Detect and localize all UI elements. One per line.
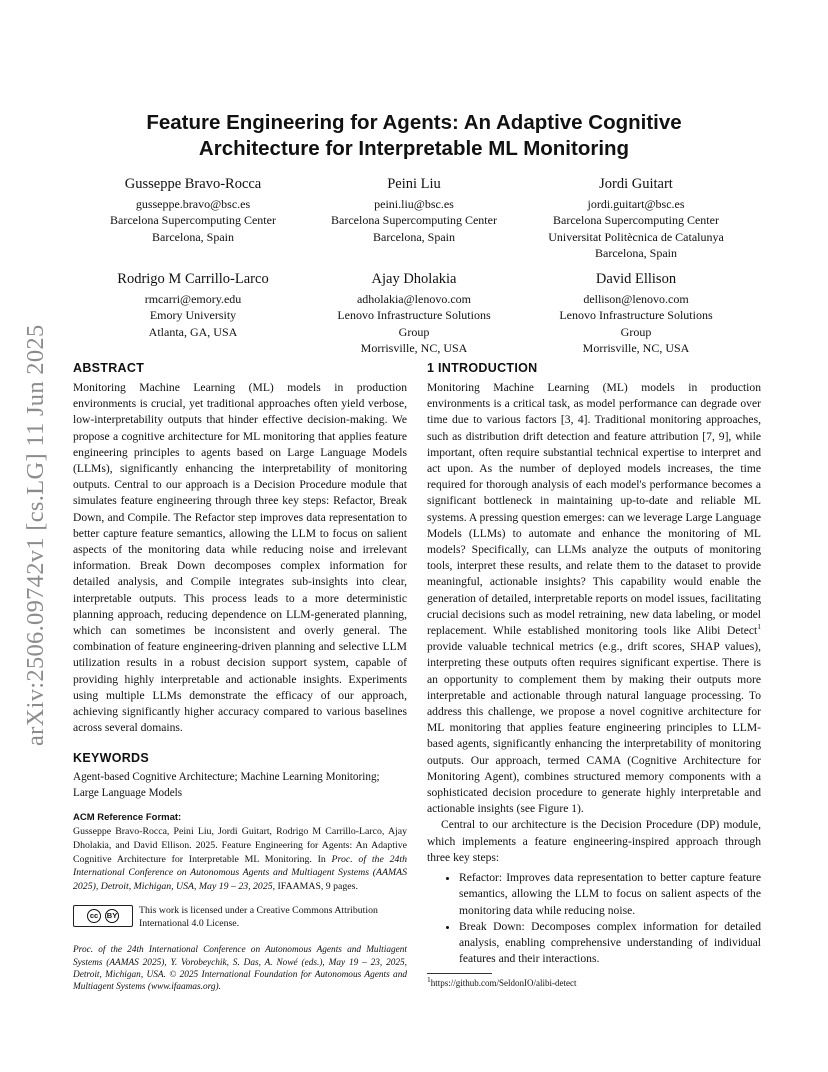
left-column xyxy=(73,360,407,994)
author-location: Barcelona, Spain xyxy=(152,229,234,244)
author-affiliation-2: Universitat Politècnica de Catalunya xyxy=(548,229,724,244)
author-affiliation: Barcelona Supercomputing Center xyxy=(553,213,719,228)
author-block xyxy=(526,175,746,261)
license-text: This work is licensed under a Creative Commons Attribution International 4.0 License. xyxy=(139,905,378,929)
proceedings-note xyxy=(73,944,407,993)
acm-reference-end: , IFAAMAS, 9 pages. xyxy=(272,880,358,892)
abstract-heading: ABSTRACT xyxy=(73,361,145,375)
author-affiliation-2: Group xyxy=(620,324,652,339)
author-email: rmcarri@emory.edu xyxy=(144,292,242,306)
author-email: dellison@lenovo.com xyxy=(583,292,689,306)
footnote-marker[interactable]: 1 xyxy=(757,622,761,632)
author-affiliation: Emory University xyxy=(149,308,237,323)
abstract-text: Monitoring Machine Learning (ML) models in production environments is crucial, yet traditional approaches often yield verbose, low-interpretability outputs that hinder effective decision-making. We propose a cognitive architecture for ML monitoring that applies feature engineering principles to agents based on Large Language Models (LLMs), significantly enhancing the interpretability of monitoring outputs. Central to our approach is a Decision Procedure module that simulates feature engineering through three key steps: Refactor, Break Down, and Compile. The Refactor step improves data representation to better capture feature semantics, allowing the LLM to focus on salient aspects of the monitoring data while reducing noise and irrelevant information. Break Down decomposes complex information for detailed analysis, and Compile integrates sub-insights into clear, interpretable outputs. This process leads to a more deterministic planning approach, reducing dependence on LLM-generated planning, which can sometimes be inconsistent and overly general. The combination of feature engineering-driven planning and selective LLM utilization results in a robust decision support system, capable of providing highly interpretable and actionable insights. Experiments using multiple LLMs demonstrate the efficacy of our approach, achieving significantly higher accuracy compared to various baselines across several domains. xyxy=(73,381,407,735)
right-column xyxy=(427,360,761,989)
proceedings-text: Proc. of the 24th International Conference on Autonomous Agents and Multiagent Systems (AAMAS 2025), Y. Vorobeychik, S. Das, A. Nowé (eds.), May 19 – 23, 2025, Detroit, Michigan, USA. © 2025 International Foundation for Autonomous Agents and Multiagent Systems (www.ifaamas.org). xyxy=(73,945,407,993)
acm-reference-heading: ACM Reference Format: xyxy=(73,812,182,824)
dp-steps-list xyxy=(427,870,761,967)
author-email: gusseppe.bravo@bsc.es xyxy=(135,197,251,211)
author-name: Ajay Dholakia xyxy=(371,271,457,287)
cc-by-license-icon[interactable] xyxy=(73,905,133,927)
introduction-paragraph-1 xyxy=(427,380,761,817)
intro-p1-part2: provide valuable technical metrics (e.g., drift scores, SHAP values), interpreting these outputs often requires significant expertise. There is an opportunity to complement them by making their outputs more interpretable and actionable through natural language processing. To address this challenge, we propose a novel cognitive architecture for ML monitoring that applies feature engineering principles to LLM-based agents, significantly enhancing the interpretability of monitoring outputs. Our approach, termed CAMA (Cognitive Architecture for Monitoring Agent), combines structured memory components with a sophisticated decision procedure to generate highly interpretable and actionable insights (see Figure 1). xyxy=(427,640,761,816)
acm-reference-text xyxy=(73,825,407,893)
by-icon: BY xyxy=(105,909,119,923)
author-name: Rodrigo M Carrillo-Larco xyxy=(117,271,269,287)
author-location: Barcelona, Spain xyxy=(373,229,455,244)
cc-icon: cc xyxy=(87,909,101,923)
arxiv-identifier: arXiv:2506.09742v1 [cs.LG] 11 Jun 2025 xyxy=(22,324,49,746)
license-row xyxy=(73,905,407,930)
author-block xyxy=(83,270,303,340)
author-block xyxy=(83,175,303,245)
author-location: Morrisville, NC, USA xyxy=(360,340,468,355)
author-email: peini.liu@bsc.es xyxy=(374,197,454,211)
author-block xyxy=(526,270,746,356)
paper-title xyxy=(96,110,732,162)
author-name: Gusseppe Bravo-Rocca xyxy=(124,176,262,192)
author-name: Jordi Guitart xyxy=(599,176,673,192)
footnote-link[interactable]: https://github.com/SeldonIO/alibi-detect xyxy=(430,978,577,989)
author-location: Morrisville, NC, USA xyxy=(582,340,690,355)
acm-reference-venue: Proc. of the 24th International Conference on Autonomous Agents and Multiagent Systems (AAMAS 2025), Detroit, Michigan, USA, May 19 – 23, 2025 xyxy=(73,853,407,892)
footnote-number: 1 xyxy=(427,975,431,985)
author-name: David Ellison xyxy=(595,271,677,287)
title-line-2: Architecture for Interpretable ML Monitoring xyxy=(198,137,630,160)
author-affiliation: Lenovo Infrastructure Solutions xyxy=(337,308,491,323)
title-line-1: Feature Engineering for Agents: An Adaptive Cognitive xyxy=(146,111,682,134)
author-affiliation: Lenovo Infrastructure Solutions xyxy=(559,308,713,323)
acm-reference-authors: Gusseppe Bravo-Rocca, Peini Liu, Jordi Guitart, Rodrigo M Carrillo-Larco, Ajay Dholakia, and David Ellison. 2025. Feature Engineering for Agents: An Adaptive Cognitive Architecture for Interpretable ML Monitoring. In xyxy=(73,826,407,865)
introduction-heading: 1 INTRODUCTION xyxy=(427,361,538,375)
introduction-paragraph-2: Central to our architecture is the Decision Procedure (DP) module, which implements a feature engineering-inspired approach through three key steps: xyxy=(427,818,761,864)
author-location: Barcelona, Spain xyxy=(595,245,677,260)
list-item: • Break Down: Decomposes complex information for detailed analysis, enabling comprehensive understanding of individual features and their interactions. xyxy=(459,919,761,968)
footnote-divider xyxy=(427,973,492,974)
footnote xyxy=(427,977,761,989)
author-affiliation: Barcelona Supercomputing Center xyxy=(110,213,276,228)
author-block xyxy=(304,270,524,356)
keywords-heading: KEYWORDS xyxy=(73,751,150,766)
intro-p1-part1: Monitoring Machine Learning (ML) models in production environments is a critical task, as model performance can degrade over time due to various factors [3, 4]. Traditional monitoring approaches, such as distribution drift detection and feature attribution [7, 9], while important, often require substantial technical expertise to interpret and act upon. As the number of deployed models increases, the time required for thorough analysis of each model's performance becomes a significant bottleneck in maintaining up-to-date and reliable ML systems. A pressing question emerges: can we leverage Large Language Models (LLMs) to automate and enhance the monitoring of ML models? Specifically, can LLMs analyze the outputs of monitoring tools, interpret these results, and relate them to the dataset to provide meaningful, actionable insights? This capability would enable the generation of detailed, interpretable reports on model issues, facilitating crucial decisions such as model retraining, new data labeling, or model replacement. While established monitoring tools like Alibi Detect xyxy=(427,381,761,638)
keywords-text: Agent-based Cognitive Architecture; Machine Learning Monitoring; Large Language Models xyxy=(73,771,380,799)
author-name: Peini Liu xyxy=(387,176,441,192)
author-location: Atlanta, GA, USA xyxy=(148,324,238,339)
author-affiliation-2: Group xyxy=(398,324,430,339)
author-block xyxy=(304,175,524,245)
author-email: jordi.guitart@bsc.es xyxy=(587,197,685,211)
author-affiliation: Barcelona Supercomputing Center xyxy=(331,213,497,228)
author-email: adholakia@lenovo.com xyxy=(356,292,472,306)
list-item: • Refactor: Improves data representation to better capture feature semantics, allowing the LLM to focus on salient aspects of the monitoring data while reducing noise. xyxy=(459,870,761,919)
